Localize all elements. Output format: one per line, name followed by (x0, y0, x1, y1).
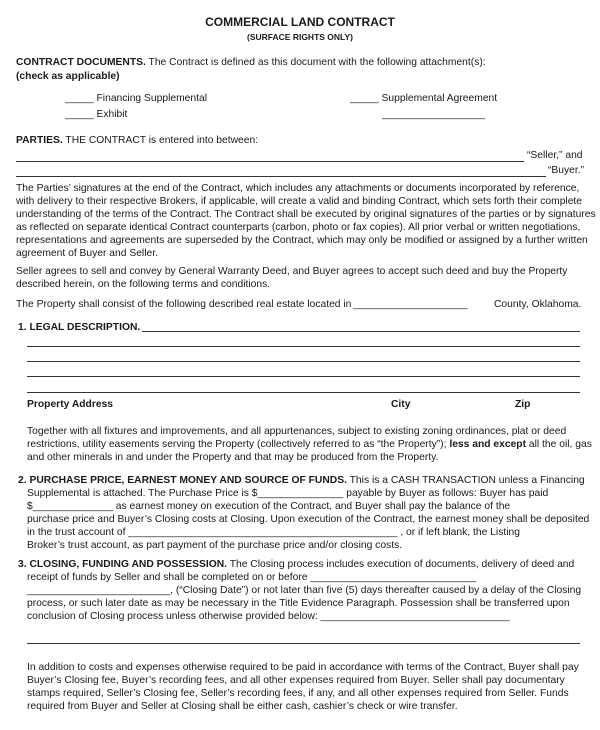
attachment-label: Financing Supplemental (96, 93, 207, 104)
closing-line (18, 558, 574, 571)
paragraph-text: all the oil, gas (526, 439, 592, 450)
attachment-financing[interactable] (65, 92, 207, 105)
legal-description-heading: 1. LEGAL DESCRIPTION. (18, 322, 141, 333)
paragraph-line: as reflected on separate identical Contract counterparts (carbon, photo or fax copies). All prior verbal or written negotiations, (16, 222, 581, 233)
attachment-label: Supplemental Agreement (381, 93, 498, 104)
paragraph-line: $______________ as earnest money on execution of the Contract, and Buyer shall pay the balance of the (27, 501, 511, 512)
attachment-other-blank[interactable]: __________________ (382, 109, 486, 120)
document-title: COMMERCIAL LAND CONTRACT (205, 15, 395, 29)
attachment-label: Exhibit (96, 109, 128, 120)
paragraph-line: Seller agrees to sell and convey by General Warranty Deed, and Buyer agrees to accept such deed and buy the Property (16, 266, 568, 277)
attachment-blank: _____ (65, 109, 94, 120)
paragraph-line: _________________________, (“Closing Date”) or not later than five (5) days thereafter caused by a delay of the Closing (27, 585, 582, 596)
county-state-label: County, Oklahoma. (494, 299, 582, 310)
sale-agreement-paragraph (16, 265, 580, 291)
property-address-label: Property Address (27, 399, 114, 410)
closing-costs-paragraph (27, 661, 580, 713)
document-subtitle: (SURFACE RIGHTS ONLY) (247, 32, 353, 42)
paragraph-line: Together with all fixtures and improvements, and all appurtenances, subject to existing zoning ordinances, plat or deed (27, 426, 567, 437)
seller-name-field[interactable] (16, 161, 524, 162)
seller-label: “Seller,” and (527, 150, 583, 161)
paragraph-line: Buyer’s Closing fee, Buyer’s recording fees, and all other expenses required from Buyer. Seller shall pay documentary (27, 675, 565, 686)
legal-description-line[interactable] (27, 376, 580, 377)
contract-documents-heading: CONTRACT DOCUMENTS. (16, 57, 146, 68)
purchase-price-line (18, 474, 585, 487)
paragraph-line: understanding of the terms of the Contract. The Contract shall be executed by original signatures of the parties or by signatures (16, 209, 596, 220)
parties-text: THE CONTRACT is entered into between: (62, 135, 259, 146)
legal-description-field[interactable] (142, 331, 580, 332)
paragraph-line: representations and agreements are superseded by the Contract, which may only be modified or assigned by a further written (16, 235, 588, 246)
county-field[interactable]: ____________________ (353, 299, 468, 310)
attachment-blank: _____ (350, 93, 379, 104)
paragraph-line: described herein, on the following terms and conditions. (16, 279, 271, 290)
buyer-name-field[interactable] (16, 176, 546, 177)
paragraph-text: The Closing process includes execution of documents, delivery of deed and (227, 559, 575, 570)
property-address-line[interactable] (27, 392, 580, 393)
paragraph-line (27, 438, 592, 451)
attachment-supplemental-agreement[interactable] (350, 92, 497, 105)
attachment-exhibit[interactable] (65, 108, 127, 121)
paragraph-line: The Parties’ signatures at the end of the Contract, which includes any attachments or documents incorporated by reference, (16, 183, 580, 194)
paragraph-text: This is a CASH TRANSACTION unless a Financing (346, 475, 585, 486)
attachment-blank: _____ (65, 93, 94, 104)
legal-paragraph (27, 425, 592, 464)
paragraph-line: and other minerals in and under the Property and that may be produced from the Property. (27, 452, 439, 463)
property-county-line (16, 298, 351, 311)
paragraph-line: agreement of Buyer and Seller. (16, 248, 158, 259)
parties-line (16, 134, 258, 147)
paragraph-text: restrictions, utility easements serving the Property (collectively referred to as “the Property”); (27, 439, 447, 450)
paragraph-line: with delivery to their respective Brokers, if applicable, will create a valid and binding Contract, which sets forth their complete (16, 196, 583, 207)
purchase-price-heading: 2. PURCHASE PRICE, EARNEST MONEY AND SOURCE OF FUNDS. (18, 475, 347, 486)
paragraph-line: required from Buyer and Seller at Closing shall be either cash, cashier’s check or wire transfer. (27, 701, 458, 712)
parties-heading: PARTIES. (16, 135, 63, 146)
less-and-except-text: less and except (446, 439, 527, 450)
possession-terms-line[interactable] (27, 643, 580, 644)
buyer-label: “Buyer.” (548, 165, 585, 176)
city-label: City (391, 399, 411, 410)
purchase-price-paragraph (27, 487, 590, 552)
paragraph-line: in the trust account of _______________________________________________ , or if left blank, the Listing (27, 527, 520, 538)
paragraph-line: Supplemental is attached. The Purchase Price is $_______________ payable by Buyer as follows: Buyer has paid (27, 488, 549, 499)
contract-documents-line (16, 56, 486, 69)
check-applicable-note: (check as applicable) (16, 71, 120, 82)
paragraph-line: In addition to costs and expenses otherwise required to be paid in accordance with terms of the Contract, Buyer shall pay (27, 662, 579, 673)
contract-documents-text: The Contract is defined as this document with the following attachment(s): (145, 57, 486, 68)
property-line-text: The Property shall consist of the following described real estate located in (16, 299, 352, 310)
closing-paragraph (27, 571, 580, 623)
legal-description-line[interactable] (27, 361, 580, 362)
paragraph-line: conclusion of Closing process unless otherwise provided below: _________________________________ (27, 611, 510, 622)
paragraph-line: purchase price and Buyer’s Closing costs at Closing. Upon execution of the Contract, the earnest money shall be deposited (27, 514, 590, 525)
paragraph-line: process, or such later date as may be necessary in the Title Evidence Paragraph. Possession shall be transferred upon (27, 598, 570, 609)
parties-paragraph (16, 182, 596, 260)
legal-description-line[interactable] (27, 346, 580, 347)
closing-heading: 3. CLOSING, FUNDING AND POSSESSION. (18, 559, 228, 570)
paragraph-line: Broker’s trust account, as part payment of the purchase price and/or closing costs. (27, 540, 403, 551)
paragraph-line: receipt of funds by Seller and shall be completed on or before _____________________________ (27, 572, 477, 583)
zip-label: Zip (515, 399, 531, 410)
paragraph-line: stamps required, Seller’s Closing fee, Seller’s recording fees, if any, and all other expenses required from Seller. Funds (27, 688, 569, 699)
